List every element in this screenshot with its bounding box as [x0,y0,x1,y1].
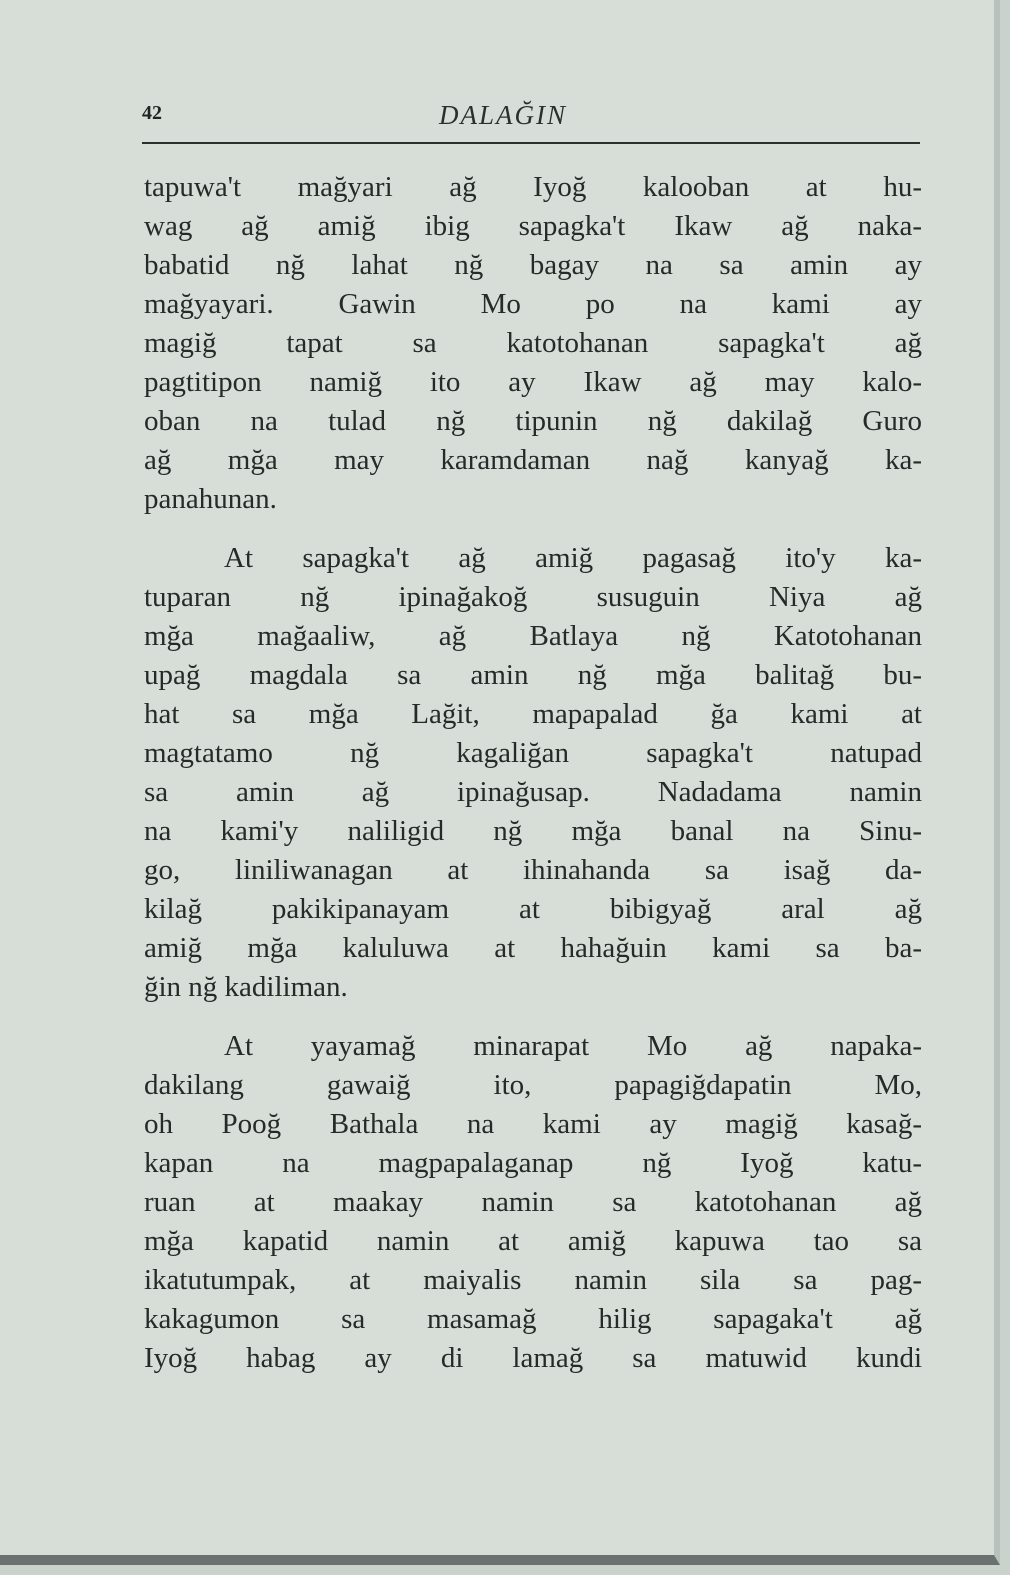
paragraph-gap [144,519,922,539]
text-line: kapan na magpapalaganap nğ Iyoğ katu- [144,1147,922,1179]
page-number: 42 [142,102,162,124]
text-line: kilağ pakikipanayam at bibigyağ aral ağ [144,893,922,925]
text-line: mağyayari. Gawin Mo po na kami ay [144,288,922,320]
page-header [142,100,920,144]
paragraph-3 [144,1027,922,1378]
text-line: mğa mağaaliw, ağ Batlaya nğ Katotohanan [144,620,922,652]
text-line: pagtitipon namiğ ito ay Ikaw ağ may kalo- [144,366,922,398]
text-line: panahunan. [144,483,277,515]
text-line: amiğ mğa kaluluwa at hahağuin kami sa ba- [144,932,922,964]
text-line: At yayamağ minarapat Mo ağ napaka- [224,1030,922,1062]
paragraph-2 [144,539,922,1007]
header-rule [142,142,920,144]
text-line: oh Pooğ Bathala na kami ay magiğ kasağ- [144,1108,922,1140]
text-line: dakilang gawaiğ ito, papagiğdapatin Mo, [144,1069,922,1101]
text-line: upağ magdala sa amin nğ mğa balitağ bu- [144,659,922,691]
text-line: mğa kapatid namin at amiğ kapuwa tao sa [144,1225,922,1257]
text-line: babatid nğ lahat nğ bagay na sa amin ay [144,249,922,281]
text-line: oban na tulad nğ tipunin nğ dakilağ Guro [144,405,922,437]
text-line: ğin nğ kadiliman. [144,971,348,1003]
text-line: Iyoğ habag ay di lamağ sa matuwid kundi [144,1342,922,1374]
text-line: ağ mğa may karamdaman nağ kanyağ ka- [144,444,922,476]
text-line: kakagumon sa masamağ hilig sapagaka't ağ [144,1303,922,1335]
text-line: magtatamo nğ kagaliğan sapagka't natupad [144,737,922,769]
running-title: DALAĞIN [439,100,567,130]
text-line: sa amin ağ ipinağusap. Nadadama namin [144,776,922,808]
text-line: magiğ tapat sa katotohanan sapagka't ağ [144,327,922,359]
text-line: tapuwa't mağyari ağ Iyoğ kalooban at hu- [144,171,922,203]
text-line: go, liniliwanagan at ihinahanda sa isağ da- [144,854,922,886]
paragraph-gap [144,1007,922,1027]
paragraph-1 [144,168,922,519]
text-line: hat sa mğa Lağit, mapapalad ğa kami at [144,698,922,730]
text-line: tuparan nğ ipinağakoğ susuguin Niya ağ [144,581,922,613]
text-line: ruan at maakay namin sa katotohanan ağ [144,1186,922,1218]
text-line: At sapagka't ağ amiğ pagasağ ito'y ka- [224,542,922,574]
text-line: wag ağ amiğ ibig sapagka't Ikaw ağ naka- [144,210,922,242]
text-line: ikatutumpak, at maiyalis namin sila sa pag- [144,1264,922,1296]
body-text [144,168,922,1378]
text-line: na kami'y naliligid nğ mğa banal na Sinu- [144,815,922,847]
